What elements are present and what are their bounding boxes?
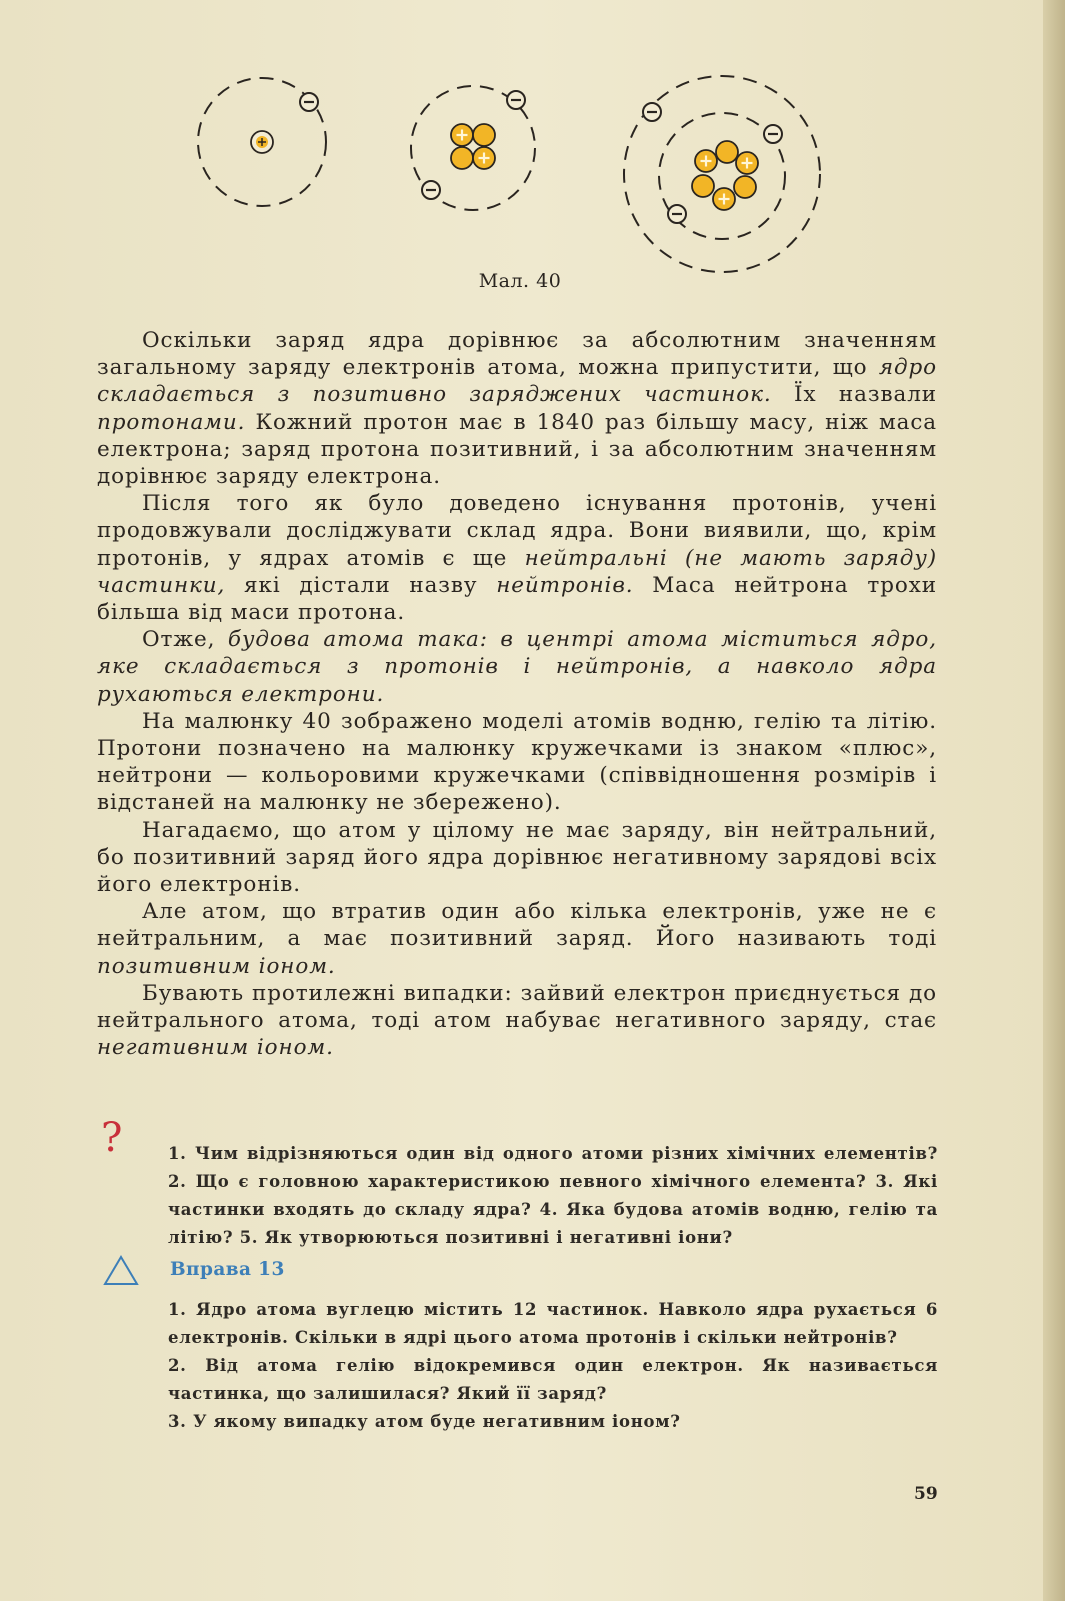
italic-term: нейтронів. (496, 572, 634, 598)
paragraph (97, 817, 937, 899)
text-run: Після того як було доведено існування протонів, учені продовжували досліджувати склад ядра. Вони виявили, що, крім протонів, у ядрах атомів є ще (97, 491, 937, 571)
lithium-electron-1 (643, 103, 661, 121)
exercise-item: 1. Ядро атома вуглецю містить 12 частинок. Навколо ядра рухається 6 електронів. Скільки в ядрі цього атома протонів і скільки нейтронів? (168, 1300, 938, 1347)
body-text (97, 327, 937, 1061)
helium-electron-2 (422, 181, 440, 199)
helium-neutron-1 (473, 124, 495, 146)
hydrogen-proton (251, 131, 273, 153)
text-run: Кожний протон має в 1840 раз більшу масу, ніж маса електрона; заряд протона позитивний, і за абсолютним значенням дорівнює заряду електрона. (97, 409, 937, 490)
paragraph (97, 898, 937, 980)
italic-term: будова атома така: в центрі атома міститься ядро, яке складається з протонів і нейтронів, а навколо ядра рухаються електрони. (97, 627, 937, 707)
helium-proton-2 (473, 147, 495, 169)
question-mark-icon: ? (101, 1115, 123, 1161)
helium-proton-1 (451, 124, 473, 146)
paragraph (97, 980, 937, 1062)
lithium-neutron-3 (734, 176, 756, 198)
text-run: Маса нейтрона трохи більша від маси протона. (97, 572, 937, 626)
paragraph (97, 490, 937, 626)
atom-models-figure (0, 0, 1065, 300)
lithium-neutron-1 (716, 141, 738, 163)
text-run: Отже, (142, 627, 228, 653)
lithium-proton-1 (695, 150, 717, 172)
lithium-atom (624, 76, 820, 272)
lithium-electron-3 (668, 205, 686, 223)
text-run: Їх назвали (771, 382, 937, 408)
page-number: 59 (914, 1484, 938, 1504)
text-run: Але атом, що втратив один або кілька електронів, уже не є нейтральним, а має позитивний заряд. Його називають тоді (97, 899, 937, 952)
italic-term: ядро складається з позитивно заряджених частинок. (97, 355, 937, 408)
lithium-neutron-2 (692, 175, 714, 197)
hydrogen-atom (198, 78, 326, 206)
text-run: Нагадаємо, що атом у цілому не має заряду, він нейтральний, бо позитивний заряд його ядра дорівнює негативному зарядові всіх його електронів. (97, 817, 937, 898)
italic-term: нейтральні (не мають заряду) частинки, (97, 545, 937, 598)
exercise-title: Вправа 13 (170, 1259, 285, 1280)
paragraph (97, 327, 937, 490)
paragraph (97, 626, 937, 708)
helium-neutron-2 (451, 147, 473, 169)
paragraph (97, 708, 937, 817)
exercise-list (168, 1296, 938, 1436)
text-run: Бувають протилежні випадки: зайвий електрон приєднується до нейтрального атома, тоді атом набуває негативного заряду, стає (97, 980, 937, 1034)
text-run: які дістали назву (225, 572, 497, 598)
lithium-proton-3 (713, 188, 735, 210)
helium-electron-1 (507, 91, 525, 109)
figure-caption: Мал. 40 (478, 270, 562, 292)
italic-term: протонами. (97, 409, 246, 435)
italic-term: позитивним іоном. (97, 953, 336, 979)
review-questions: 1. Чим відрізняються один від одного атоми різних хімічних елементів? 2. Що є головною характеристикою певного хімічного елемента? 3. Які частинки входять до складу ядра? 4. Яка будова атомів водню, гелію та літію? 5. Як утворюються позитивні і негативні іони? (168, 1144, 938, 1247)
text-run: Оскільки заряд ядра дорівнює за абсолютним значенням загальному заряду електронів атома, можна припустити, що (97, 328, 937, 381)
lithium-proton-2 (736, 152, 758, 174)
exercise-item: 2. Від атома гелію відокремився один електрон. Як називається частинка, що залишилася? Який її заряд? (168, 1356, 938, 1403)
triangle-icon (103, 1254, 139, 1286)
text-run: На малюнку 40 зображено моделі атомів водню, гелію та літію. Протони позначено на малюнку кружечками із знаком «плюс», нейтрони — кольоровими кружечками (співвідношення розмірів і відстаней на малюнку не збережено). (97, 708, 937, 816)
helium-atom (411, 86, 535, 210)
hydrogen-electron (300, 93, 318, 111)
italic-term: негативним іоном. (97, 1035, 334, 1061)
lithium-electron-2 (764, 125, 782, 143)
exercise-item: 3. У якому випадку атом буде негативним іоном? (168, 1412, 681, 1431)
